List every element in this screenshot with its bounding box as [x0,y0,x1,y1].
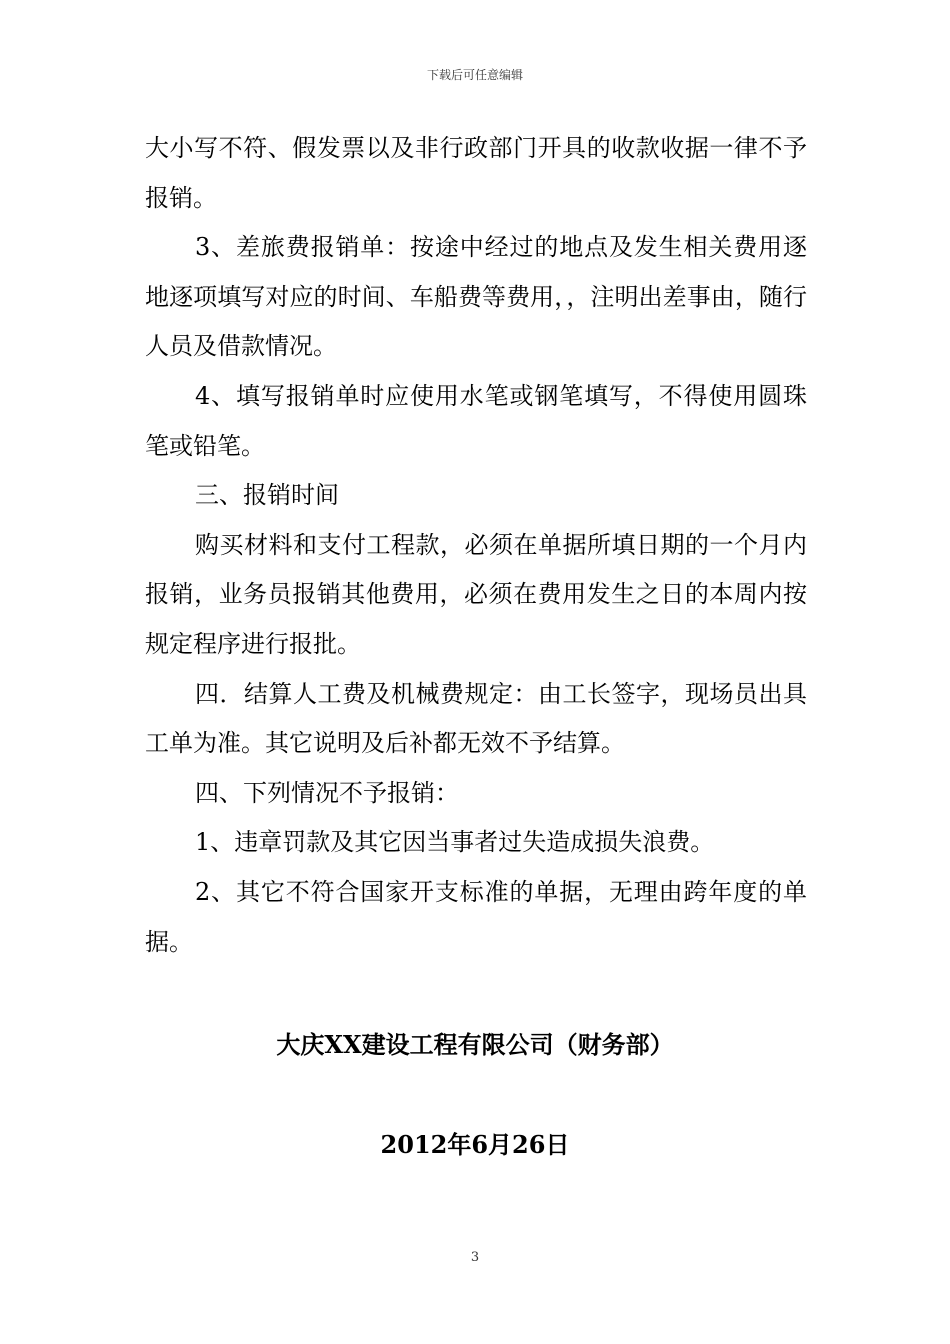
company-signature: 大庆XX建设工程有限公司（财务部） [276,1030,674,1059]
section-heading-no-reimbursement: 四、下列情况不予报销： [195,778,459,807]
paragraph-settlement-rule: 四．结算人工费及机械费规定：由工长签字，现场员出具工单为准。其它说明及后补都无效不予结算。 [145,679,807,758]
section-heading-reimbursement-time: 三、报销时间 [195,481,339,510]
page-header: 下载后可任意编辑 [426,68,523,82]
paragraph-nonstandard-documents: 2、其它不符合国家开支标准的单据，无理由跨年度的单据。 [145,877,807,956]
document-body [145,124,807,967]
page-number: 3 [470,1250,480,1265]
paragraph-invoice-rule: 大小写不符、假发票以及非行政部门开具的收款收据一律不予报销。 [145,134,807,212]
paragraph-fines: 1、违章罚款及其它因当事者过失造成损失浪费。 [195,828,715,857]
paragraph-pen-rule: 4、填写报销单时应使用水笔或钢笔填写，不得使用圆珠笔或铅笔。 [145,381,807,460]
signature-date: 2012年6月26日 [380,1130,570,1159]
paragraph-reimbursement-time: 购买材料和支付工程款，必须在单据所填日期的一个月内报销，业务员报销其他费用，必须在费用发生之日的本周内按规定程序进行报批。 [145,530,807,658]
paragraph-travel-form: 3、差旅费报销单：按途中经过的地点及发生相关费用逐地逐项填写对应的时间、车船费等费用，，注明出差事由，随行人员及借款情况。 [145,233,807,361]
